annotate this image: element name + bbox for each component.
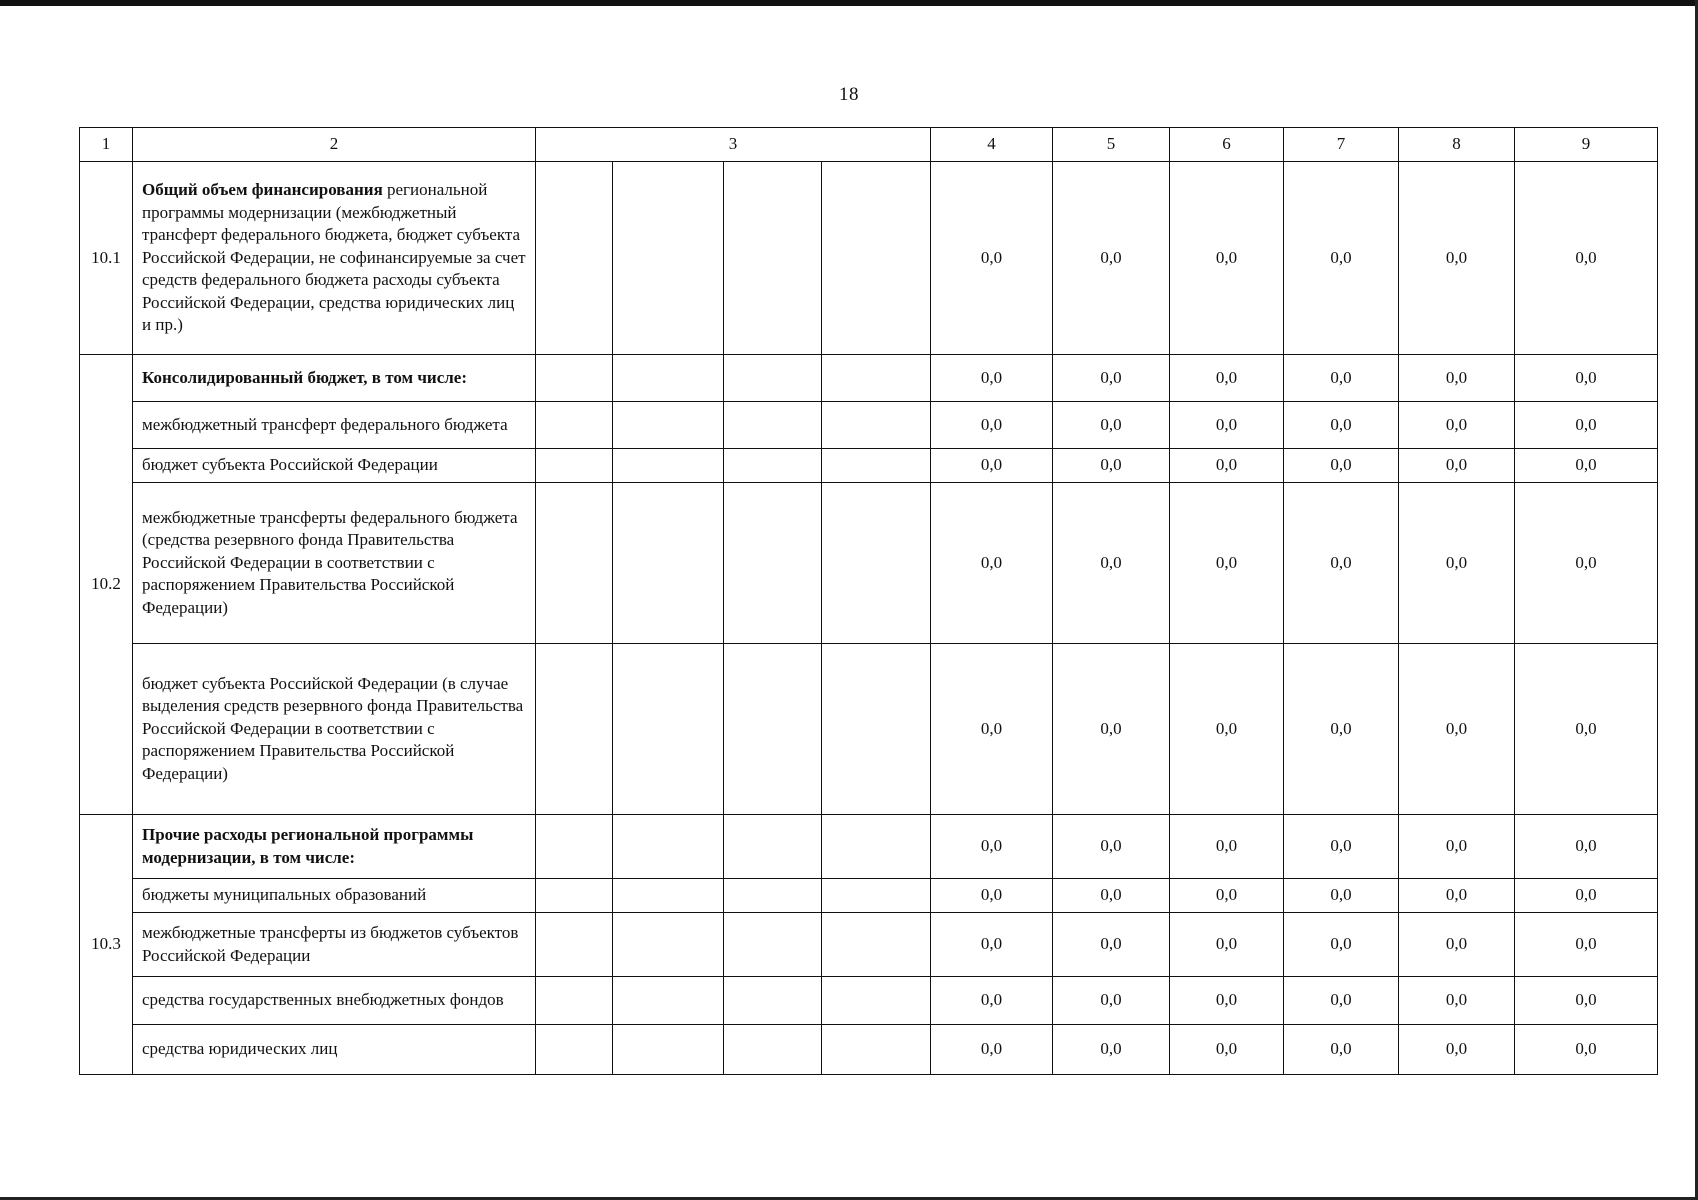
header-cell: 3 [536, 128, 931, 162]
header-cell: 4 [931, 128, 1053, 162]
value-cell: 0,0 [1399, 879, 1515, 913]
table-row [80, 483, 1658, 644]
value-cell: 0,0 [1053, 1025, 1170, 1075]
empty-cell [536, 162, 613, 355]
value-cell: 0,0 [1515, 449, 1658, 483]
row-text: региональной программы модернизации (межбюджетный трансферт федерального бюджета, бюджет субъекта Российской Федерации, не софинансируемые за счет средств федерального бюджета расходы субъекта Российской Федерации, средства юридических лиц и пр.) [142, 180, 526, 335]
empty-cell [822, 815, 931, 879]
value-cell: 0,0 [1399, 355, 1515, 402]
value-cell: 0,0 [1399, 449, 1515, 483]
table-row [80, 355, 1658, 402]
empty-cell [822, 162, 931, 355]
empty-cell [724, 483, 822, 644]
value-cell: 0,0 [1284, 815, 1399, 879]
empty-cell [724, 879, 822, 913]
value-cell: 0,0 [1399, 402, 1515, 449]
header-cell: 1 [80, 128, 133, 162]
value-cell: 0,0 [1515, 977, 1658, 1025]
row-text: межбюджетные трансферты федерального бюджета (средства резервного фонда Правительства Российской Федерации в соответствии с распоряжением Правительства Российской Федерации) [133, 483, 536, 644]
value-cell: 0,0 [1515, 483, 1658, 644]
empty-cell [724, 1025, 822, 1075]
financing-table [79, 127, 1658, 1075]
value-cell: 0,0 [1284, 644, 1399, 815]
row-description [133, 162, 536, 355]
value-cell: 0,0 [931, 913, 1053, 977]
table-row [80, 815, 1658, 879]
empty-cell [822, 483, 931, 644]
scan-top-edge [0, 0, 1698, 6]
empty-cell [536, 1025, 613, 1075]
header-cell: 6 [1170, 128, 1284, 162]
value-cell: 0,0 [931, 483, 1053, 644]
value-cell: 0,0 [1284, 913, 1399, 977]
value-cell: 0,0 [1170, 815, 1284, 879]
value-cell: 0,0 [1515, 879, 1658, 913]
table-row [80, 644, 1658, 815]
row-code: 10.2 [80, 355, 133, 815]
empty-cell [822, 879, 931, 913]
table-row [80, 402, 1658, 449]
row-title: Общий объем финансирования [142, 180, 383, 200]
value-cell: 0,0 [1399, 815, 1515, 879]
row-code: 10.1 [80, 162, 133, 355]
value-cell: 0,0 [1053, 815, 1170, 879]
header-cell: 5 [1053, 128, 1170, 162]
value-cell: 0,0 [931, 402, 1053, 449]
table-row [80, 977, 1658, 1025]
empty-cell [613, 913, 724, 977]
value-cell: 0,0 [1284, 402, 1399, 449]
value-cell: 0,0 [1170, 162, 1284, 355]
value-cell: 0,0 [1170, 355, 1284, 402]
value-cell: 0,0 [1284, 977, 1399, 1025]
empty-cell [613, 483, 724, 644]
value-cell: 0,0 [1053, 644, 1170, 815]
value-cell: 0,0 [931, 815, 1053, 879]
value-cell: 0,0 [1053, 879, 1170, 913]
value-cell: 0,0 [1399, 162, 1515, 355]
value-cell: 0,0 [1053, 977, 1170, 1025]
empty-cell [536, 483, 613, 644]
value-cell: 0,0 [1515, 913, 1658, 977]
value-cell: 0,0 [1284, 162, 1399, 355]
value-cell: 0,0 [1170, 913, 1284, 977]
value-cell: 0,0 [1053, 402, 1170, 449]
row-text: межбюджетный трансферт федерального бюджета [133, 402, 536, 449]
empty-cell [822, 402, 931, 449]
empty-cell [724, 815, 822, 879]
header-cell: 7 [1284, 128, 1399, 162]
value-cell: 0,0 [1515, 1025, 1658, 1075]
value-cell: 0,0 [1170, 483, 1284, 644]
row-text: межбюджетные трансферты из бюджетов субъектов Российской Федерации [133, 913, 536, 977]
empty-cell [536, 355, 613, 402]
value-cell: 0,0 [1170, 1025, 1284, 1075]
value-cell: 0,0 [1170, 449, 1284, 483]
empty-cell [536, 815, 613, 879]
value-cell: 0,0 [1399, 1025, 1515, 1075]
row-text: бюджет субъекта Российской Федерации (в случае выделения средств резервного фонда Правительства Российской Федерации в соответствии с распоряжением Правительства Российской Федерации) [133, 644, 536, 815]
empty-cell [822, 977, 931, 1025]
empty-cell [724, 644, 822, 815]
empty-cell [613, 977, 724, 1025]
empty-cell [613, 1025, 724, 1075]
empty-cell [613, 355, 724, 402]
value-cell: 0,0 [1515, 644, 1658, 815]
empty-cell [536, 449, 613, 483]
value-cell: 0,0 [931, 977, 1053, 1025]
value-cell: 0,0 [1170, 644, 1284, 815]
empty-cell [724, 449, 822, 483]
empty-cell [822, 355, 931, 402]
empty-cell [822, 449, 931, 483]
row-text: бюджет субъекта Российской Федерации [133, 449, 536, 483]
value-cell: 0,0 [1399, 483, 1515, 644]
value-cell: 0,0 [1399, 644, 1515, 815]
empty-cell [613, 402, 724, 449]
value-cell: 0,0 [1170, 879, 1284, 913]
value-cell: 0,0 [1053, 913, 1170, 977]
table-row [80, 913, 1658, 977]
value-cell: 0,0 [1515, 162, 1658, 355]
value-cell: 0,0 [931, 1025, 1053, 1075]
empty-cell [613, 644, 724, 815]
value-cell: 0,0 [931, 644, 1053, 815]
table-row [80, 162, 1658, 355]
empty-cell [724, 913, 822, 977]
empty-cell [536, 644, 613, 815]
header-cell: 8 [1399, 128, 1515, 162]
value-cell: 0,0 [1515, 815, 1658, 879]
row-code: 10.3 [80, 815, 133, 1075]
value-cell: 0,0 [1053, 355, 1170, 402]
row-title: Консолидированный бюджет, в том числе: [133, 355, 536, 402]
row-text: средства государственных внебюджетных фондов [133, 977, 536, 1025]
empty-cell [536, 879, 613, 913]
value-cell: 0,0 [1284, 879, 1399, 913]
table-row [80, 879, 1658, 913]
value-cell: 0,0 [931, 162, 1053, 355]
value-cell: 0,0 [1284, 483, 1399, 644]
row-text: бюджеты муниципальных образований [133, 879, 536, 913]
value-cell: 0,0 [1053, 449, 1170, 483]
value-cell: 0,0 [931, 879, 1053, 913]
empty-cell [536, 402, 613, 449]
value-cell: 0,0 [1053, 162, 1170, 355]
table-row [80, 449, 1658, 483]
header-cell: 9 [1515, 128, 1658, 162]
value-cell: 0,0 [1284, 355, 1399, 402]
value-cell: 0,0 [1284, 449, 1399, 483]
value-cell: 0,0 [1170, 977, 1284, 1025]
row-title: Прочие расходы региональной программы модернизации, в том числе: [133, 815, 536, 879]
value-cell: 0,0 [1170, 402, 1284, 449]
value-cell: 0,0 [931, 355, 1053, 402]
value-cell: 0,0 [1515, 355, 1658, 402]
empty-cell [822, 644, 931, 815]
empty-cell [724, 355, 822, 402]
value-cell: 0,0 [1515, 402, 1658, 449]
header-cell: 2 [133, 128, 536, 162]
value-cell: 0,0 [1053, 483, 1170, 644]
row-text: средства юридических лиц [133, 1025, 536, 1075]
empty-cell [613, 162, 724, 355]
page-number: 18 [839, 84, 859, 105]
empty-cell [822, 913, 931, 977]
empty-cell [536, 977, 613, 1025]
table-header-row [80, 128, 1658, 162]
value-cell: 0,0 [1399, 977, 1515, 1025]
empty-cell [613, 449, 724, 483]
empty-cell [822, 1025, 931, 1075]
empty-cell [724, 162, 822, 355]
empty-cell [613, 815, 724, 879]
empty-cell [613, 879, 724, 913]
table-row [80, 1025, 1658, 1075]
empty-cell [724, 402, 822, 449]
empty-cell [724, 977, 822, 1025]
value-cell: 0,0 [931, 449, 1053, 483]
empty-cell [536, 913, 613, 977]
value-cell: 0,0 [1399, 913, 1515, 977]
value-cell: 0,0 [1284, 1025, 1399, 1075]
